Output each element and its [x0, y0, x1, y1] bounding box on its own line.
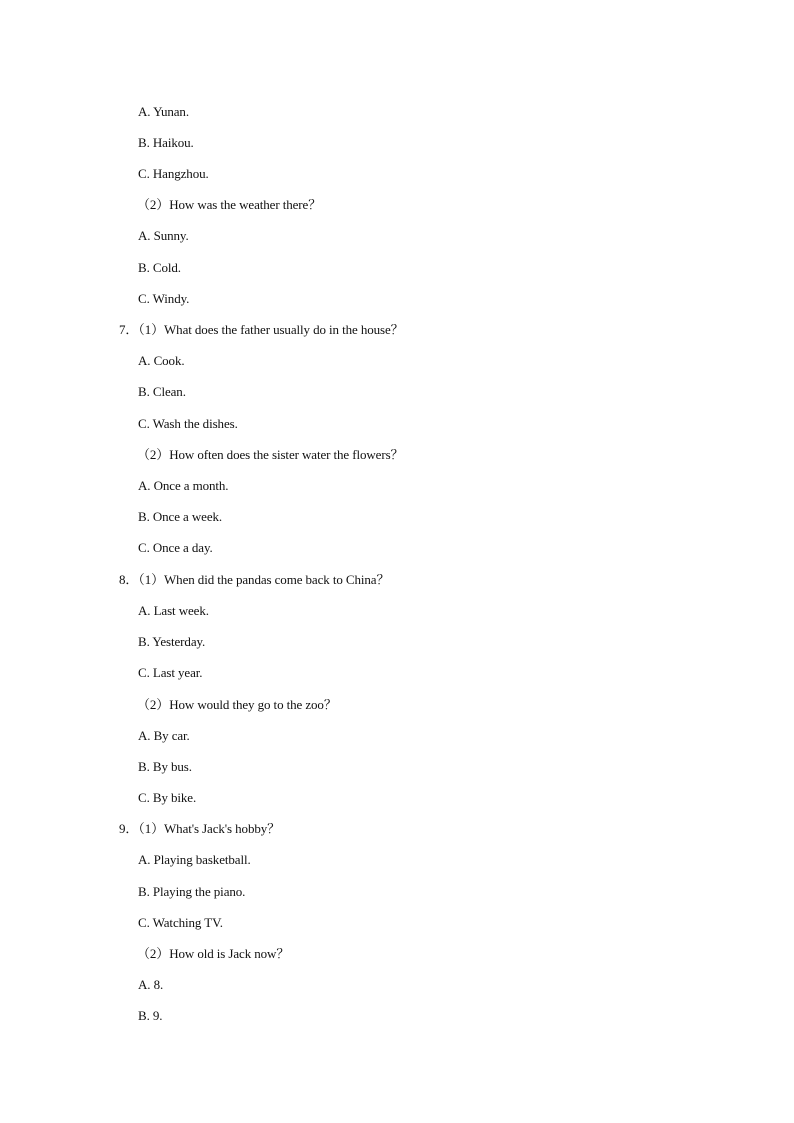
subquestion-line: （2）How would they go to the zoo？	[137, 697, 337, 712]
option-a-line: A. Once a month.	[138, 478, 229, 493]
option-c-line: C. Windy.	[138, 291, 190, 306]
option-a-line: A. Last week.	[138, 603, 209, 618]
option-b-line: B. Clean.	[138, 384, 186, 399]
subquestion-line: （2）How old is Jack now？	[137, 946, 290, 961]
option-b-line: B. Cold.	[138, 260, 181, 275]
option-b-line: B. 9.	[138, 1008, 163, 1023]
option-b-line: B. By bus.	[138, 759, 192, 774]
option-c-line: C. Once a day.	[138, 540, 213, 555]
option-c-line: C. Last year.	[138, 665, 203, 680]
option-a-line: A. Yunan.	[138, 104, 189, 119]
option-c-line: C. Hangzhou.	[138, 166, 209, 181]
option-b-line: B. Haikou.	[138, 135, 194, 150]
option-b-line: B. Once a week.	[138, 509, 223, 524]
subquestion-line: （2）How often does the sister water the flowers？	[137, 447, 404, 462]
question-7-line: 7．（1）What does the father usually do in the house？	[119, 322, 404, 337]
subquestion-line: （2）How was the weather there？	[137, 197, 322, 212]
option-a-line: A. Cook.	[138, 353, 185, 368]
option-c-line: C. Wash the dishes.	[138, 416, 238, 431]
option-c-line: C. By bike.	[138, 790, 197, 805]
option-b-line: B. Playing the piano.	[138, 884, 246, 899]
option-b-line: B. Yesterday.	[138, 634, 206, 649]
option-c-line: C. Watching TV.	[138, 915, 223, 930]
question-8-line: 8．（1）When did the pandas come back to China？	[119, 572, 390, 587]
option-a-line: A. Playing basketball.	[138, 852, 251, 867]
question-9-line: 9．（1）What's Jack's hobby？	[119, 821, 281, 836]
option-a-line: A. By car.	[138, 728, 190, 743]
option-a-line: A. Sunny.	[138, 228, 189, 243]
option-a-line: A. 8.	[138, 977, 164, 992]
